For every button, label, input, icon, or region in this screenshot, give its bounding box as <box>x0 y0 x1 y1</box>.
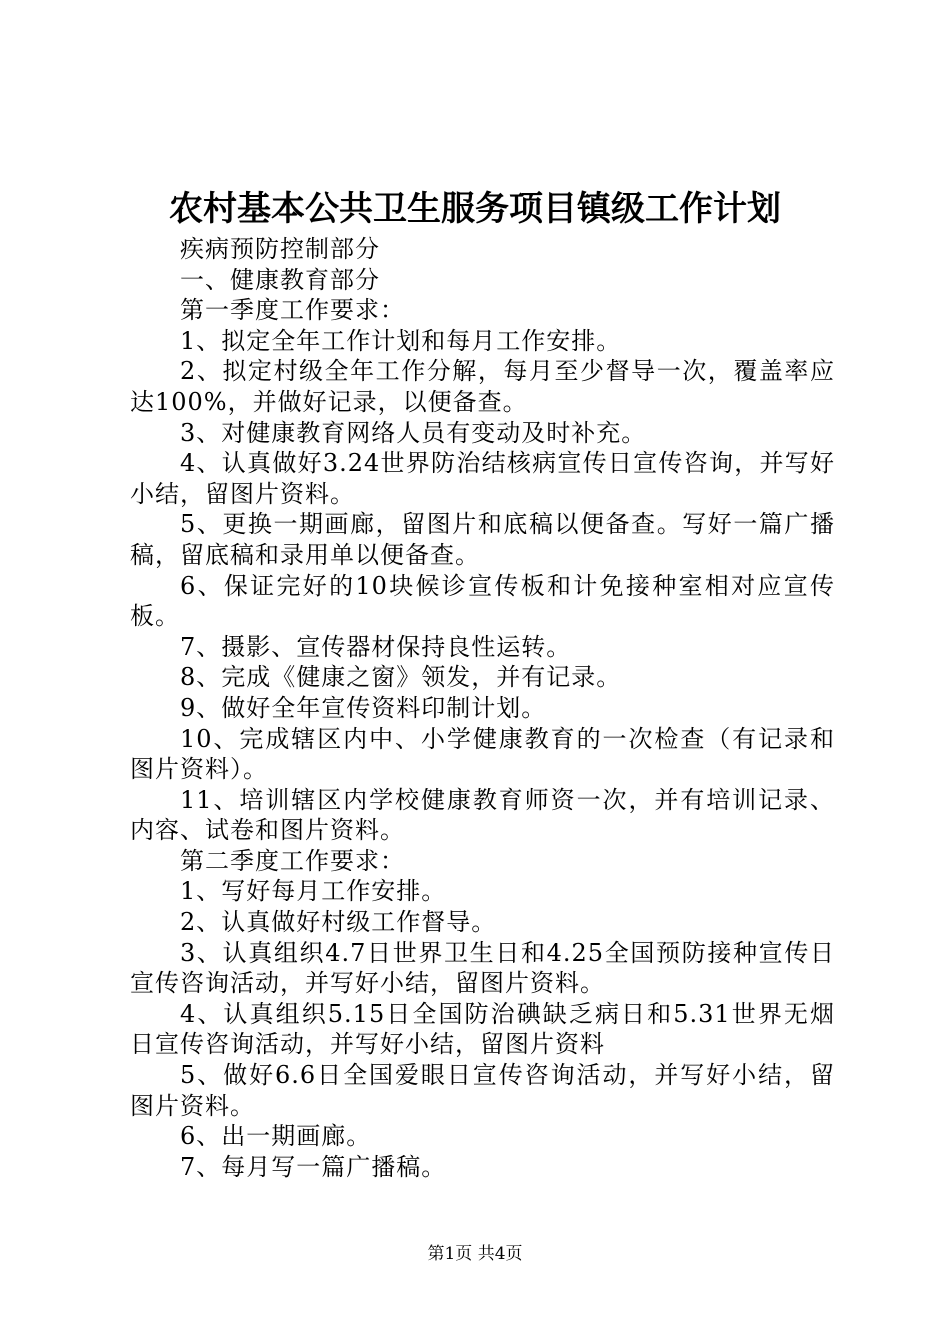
paragraph: 7、摄影、宣传器材保持良性运转。 <box>180 632 572 661</box>
paragraph: 3、认真组织4.7日世界卫生日和4.25全国预防接种宣传日宣传咨询活动，并写好小结，留图片资料。 <box>130 938 835 998</box>
page-footer: 第1页 共4页 <box>427 1244 523 1264</box>
paragraph: 6、出一期画廊。 <box>180 1122 372 1151</box>
paragraph: 9、做好全年宣传资料印制计划。 <box>180 693 547 722</box>
paragraph: 10、完成辖区内中、小学健康教育的一次检查（有记录和图片资料）。 <box>130 724 835 784</box>
paragraph: 第二季度工作要求： <box>180 846 405 875</box>
paragraph: 4、认真组织5.15日全国防治碘缺乏病日和5.31世界无烟日宣传咨询活动，并写好小结，留图片资料 <box>130 999 835 1059</box>
paragraph: 疾病预防控制部分 <box>180 235 380 263</box>
paragraph: 第一季度工作要求： <box>180 296 405 325</box>
paragraph: 4、认真做好3.24世界防治结核病宣传日宣传咨询，并写好小结，留图片资料。 <box>130 449 835 508</box>
paragraph: 5、做好6.6日全国爱眼日宣传咨询活动，并写好小结，留图片资料。 <box>130 1061 835 1120</box>
paragraph: 1、拟定全年工作计划和每月工作安排。 <box>180 326 622 355</box>
document-title: 农村基本公共卫生服务项目镇级工作计划 <box>169 189 781 229</box>
paragraph: 一、健康教育部分 <box>180 265 380 294</box>
paragraph: 11、培训辖区内学校健康教育师资一次，并有培训记录、内容、试卷和图片资料。 <box>130 785 835 845</box>
paragraph: 2、拟定村级全年工作分解，每月至少督导一次，覆盖率应达100%，并做好记录，以便备查。 <box>130 357 835 416</box>
paragraph: 7、每月写一篇广播稿。 <box>180 1152 447 1181</box>
paragraph: 5、更换一期画廊，留图片和底稿以便备查。写好一篇广播稿，留底稿和录用单以便备查。 <box>130 510 835 569</box>
document-body <box>130 234 835 1182</box>
paragraph: 2、认真做好村级工作督导。 <box>180 908 497 937</box>
paragraph: 8、完成《健康之窗》领发，并有记录。 <box>180 663 622 692</box>
paragraph: 6、保证完好的10块候诊宣传板和计免接种室相对应宣传板。 <box>130 571 835 631</box>
paragraph: 3、对健康教育网络人员有变动及时补充。 <box>180 418 647 447</box>
paragraph: 1、写好每月工作安排。 <box>180 877 447 906</box>
